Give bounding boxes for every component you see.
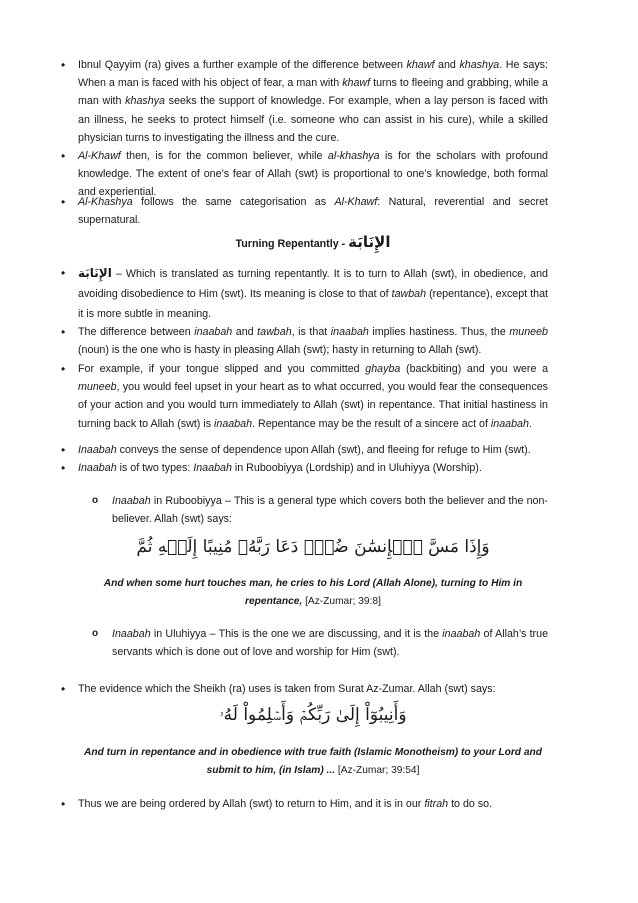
sub-bullet-ruboobiyya: o Inaabah in Ruboobiyya – This is a general type which covers both the believer and the non-believer. Allah (swt) says: xyxy=(112,492,548,528)
bullet-al-khawf: • Al-Khawf then, is for the common believer, while al-khashya is for the scholars with profound knowledge. The extent of one’s fear of Allah (swt) is proportional to one’s knowledge, both formal and experiential. xyxy=(61,149,549,199)
bullet-icon: • xyxy=(61,797,66,811)
bullet-ibnul-qayyim: • Ibnul Qayyim (ra) gives a further example of the difference between khawf and khashya. He says: When a man is faced with his object of fear, a man with khawf turns to fleeing and grabbing, while a man with khashya seeks the support of knowledge. For example, when a lay person is faced with an illness, he seeks to protect himself (i.e. someone who can assist in his cure), while a skilled physician turns to investigating the illness and the cure. xyxy=(61,58,548,144)
bullet-icon: • xyxy=(61,461,66,475)
bullet-icon: • xyxy=(61,443,66,457)
inline-arabic: الإِنَابَة xyxy=(78,266,112,280)
bullet-dependence: • Inaabah conveys the sense of dependence upon Allah (swt), and fleeing for refuge to Him (swt). xyxy=(78,441,548,459)
bullet-icon: • xyxy=(61,195,66,209)
verse-translation-39-8: And when some hurt touches man, he cries to his Lord (Allah Alone), turning to Him in repentance, [Az-Zumar; 39:8] xyxy=(103,578,523,608)
heading-arabic: الإِنَابَة xyxy=(348,233,391,251)
bullet-icon: • xyxy=(61,325,66,339)
bullet-evidence: • The evidence which the Sheikh (ra) uses is taken from Surat Az-Zumar. Allah (swt) says: xyxy=(78,680,548,698)
sub-bullet-uluhiyya: o Inaabah in Uluhiyya – This is the one we are discussing, and it is the inaabah of Allah’s true servants which is done out of love and worship for Him (swt). xyxy=(112,625,548,661)
bullet-example: • For example, if your tongue slipped and you committed ghayba (backbiting) and you were a muneeb, you would feel upset in your heart as to what occurred, you would fear the consequences of your action and you would turn immediately to Allah (swt) in repentance. That initial hastiness in turning back to Allah (swt) is inaabah. Repentance may be the result of a sincere act of inaabah. xyxy=(61,362,549,430)
bullet-icon: • xyxy=(61,266,66,280)
bullet-al-khashya: • Al-Khashya follows the same categorisation as Al-Khawf: Natural, reverential and secret supernatural. xyxy=(61,195,548,227)
section-heading: Turning Repentantly - الإِنَابَة xyxy=(235,233,391,251)
bullet-inaabah-definition: • الإِنَابَة – Which is translated as turning repentantly. It is to turn to Allah (swt), in obedience, and avoiding disobedience to Him (swt). Its meaning is close to that of tawbah (repentance), except that it is more subtle in meaning. xyxy=(78,263,548,324)
sub-bullet-icon: o xyxy=(92,628,99,639)
sub-bullet-icon: o xyxy=(92,495,99,506)
bullet-difference: • The difference between inaabah and tawbah, is that inaabah implies hastiness. Thus, the muneeb (noun) is the one who is hasty in pleasing Allah (swt); hasty in returning to Allah (swt). xyxy=(61,325,548,357)
bullet-icon: • xyxy=(61,149,66,163)
quran-verse-39-8: وَإِذَا مَسَّ ٱلۡإِنسَٰنَ ضُرّٞ دَعَا رَبَّهُۥ مُنِيبًا إِلَيۡهِ ثُمَّ xyxy=(136,537,490,557)
verse-translation-39-54: And turn in repentance and in obedience with true faith (Islamic Monotheism) to your Lord and submit to him, (in Islam) ... [Az-Zumar; 39:54] xyxy=(84,747,542,777)
bullet-icon: • xyxy=(61,682,66,696)
bullet-fitrah: • Thus we are being ordered by Allah (swt) to return to Him, and it is in our fitrah to do so. xyxy=(78,795,548,813)
quran-verse-39-54: وَأَنِيبُوٓاْ إِلَىٰ رَبِّكُمۡ وَأَسۡلِمُواْ لَهُۥ xyxy=(219,705,407,725)
bullet-icon: • xyxy=(61,58,66,72)
bullet-two-types: • Inaabah is of two types: Inaabah in Ruboobiyya (Lordship) and in Uluhiyya (Worship). xyxy=(78,459,548,477)
bullet-icon: • xyxy=(61,362,66,376)
